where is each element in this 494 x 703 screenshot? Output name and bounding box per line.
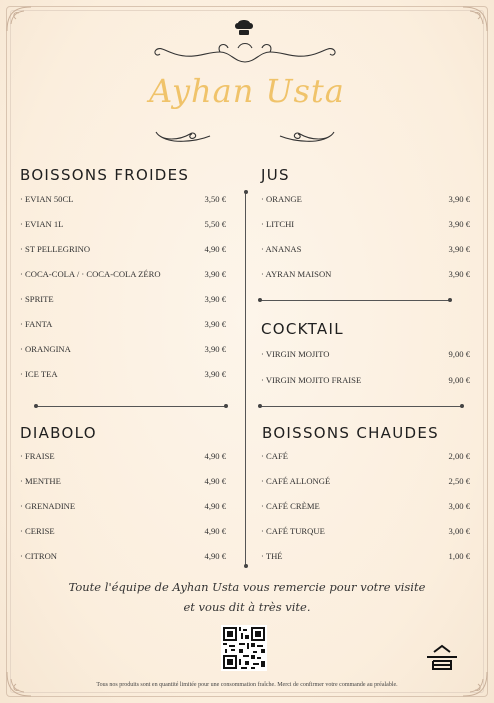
menu-page: Ayhan Usta BOISSONS FROIDES · EVIAN 50CL 3,50 € · EVIAN 1L 5,50 € · ST PELLEGRINO 4,90 € · COCA-COLA / · COCA-COLA ZÉRO 3,90 € · SPRITE 3,90 € · FANTA 3,90 € · ORANGINA 3,90 € · ICE TEA 3,90 € JUS · ORANGE 3,90 € · LITCHI 3,90 € · ANANAS 3,90 € · AYRAN MAISON 3,90 € COCKTAIL · VIRGIN MOJITO 9,00 € · VIRGIN MOJITO FRAISE 9,00 € DIABOLO · FRAISE 4,90 € · MENTHE 4,90 € · GRENADINE 4,90 € · CERISE 4,90 € · CITRON 4,90 € BOISSONS CHAUDES · CAFÉ 2,00 € · CAFÉ ALLONGÉ 2,50 € · CAFÉ CRÈME 3,00 € · CAFÉ TURQUE 3,00 € · THÉ 1,00 € Toute l'équipe de Ayhan Usta vous remercie pour votre visite et vous dit à très vite. Tous nos produits sont en quantité limitée pour une consommation fraîche. Merci de confirmer votre commande au préalable. xyxy=(0,0,494,703)
chef-hat-icon xyxy=(233,19,255,37)
menu-item-price: 4,90 € xyxy=(204,451,226,461)
bottom-ornament-icon xyxy=(150,122,340,148)
thanks-line-2: et vous dit à très vite. xyxy=(183,600,311,614)
house-logo-icon xyxy=(425,643,459,671)
section-title-jus: JUS xyxy=(261,166,290,184)
menu-item-price: 9,00 € xyxy=(448,349,470,359)
brand-title: Ayhan Usta xyxy=(149,72,345,110)
menu-item-price: 4,90 € xyxy=(204,476,226,486)
section-divider xyxy=(260,300,450,301)
menu-item-price: 3,90 € xyxy=(448,244,470,254)
menu-item-price: 3,90 € xyxy=(204,294,226,304)
section-divider xyxy=(260,406,462,407)
top-ornament-icon xyxy=(150,40,340,68)
menu-item-price: 3,00 € xyxy=(448,526,470,536)
menu-item-price: 3,90 € xyxy=(448,219,470,229)
thanks-line-1: Toute l'équipe de Ayhan Usta vous remercie pour votre visite xyxy=(68,580,426,594)
qr-code-icon[interactable] xyxy=(221,625,267,671)
corner-flourish-icon xyxy=(4,4,34,34)
menu-item-price: 3,90 € xyxy=(204,369,226,379)
menu-item-price: 4,90 € xyxy=(204,501,226,511)
menu-item-price: 4,90 € xyxy=(204,244,226,254)
menu-item-price: 3,90 € xyxy=(448,194,470,204)
menu-item-price: 3,90 € xyxy=(204,319,226,329)
menu-item-price: 2,50 € xyxy=(448,476,470,486)
menu-item-price: 5,50 € xyxy=(204,219,226,229)
footer-note: Tous nos produits sont en quantité limitée pour une consommation fraîche. Merci de confirmer votre commande au préalable. xyxy=(96,682,398,688)
menu-item-price: 9,00 € xyxy=(448,375,470,385)
menu-item-price: 4,90 € xyxy=(204,551,226,561)
section-title-boissons-chaudes: BOISSONS CHAUDES xyxy=(262,424,439,442)
menu-item-price: 3,90 € xyxy=(204,344,226,354)
menu-item-price: 4,90 € xyxy=(204,526,226,536)
menu-item-price: 1,00 € xyxy=(448,551,470,561)
section-divider xyxy=(36,406,226,407)
column-divider xyxy=(245,192,246,566)
corner-flourish-icon xyxy=(460,4,490,34)
section-title-boissons-froides: BOISSONS FROIDES xyxy=(20,166,190,184)
section-title-cocktail: COCKTAIL xyxy=(261,320,344,338)
menu-item-price: 3,90 € xyxy=(204,269,226,279)
menu-item-price: 3,90 € xyxy=(448,269,470,279)
section-title-diabolo: DIABOLO xyxy=(20,424,97,442)
menu-item-price: 2,00 € xyxy=(448,451,470,461)
menu-item-price: 3,50 € xyxy=(204,194,226,204)
menu-item-price: 3,00 € xyxy=(448,501,470,511)
